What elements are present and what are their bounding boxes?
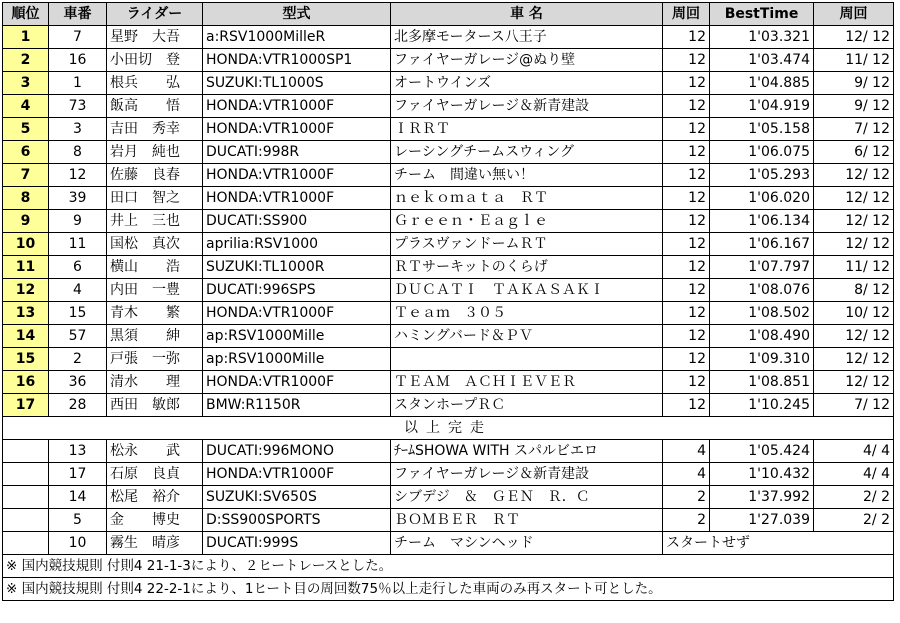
rider-cell: 佐藤 良春 — [107, 164, 203, 187]
model-cell: SUZUKI:TL1000S — [203, 72, 391, 95]
divider-row — [3, 417, 894, 440]
number-cell: 39 — [49, 187, 107, 210]
team-cell: プラスヴァンドームＲＴ — [391, 233, 663, 256]
model-cell: a:RSV1000MilleR — [203, 26, 391, 49]
model-cell: SUZUKI:SV650S — [203, 486, 391, 509]
rider-cell: 戸張 一弥 — [107, 348, 203, 371]
laps-cell: 12 — [663, 302, 710, 325]
number-cell: 57 — [49, 325, 107, 348]
lap-count-cell: 7/ 12 — [814, 394, 894, 417]
rider-cell: 井上 三也 — [107, 210, 203, 233]
laps-cell: 12 — [663, 371, 710, 394]
table-row — [3, 118, 894, 141]
team-cell: ＲＴサーキットのくらげ — [391, 256, 663, 279]
rider-cell: 吉田 秀幸 — [107, 118, 203, 141]
team-cell: ファイヤーガレージ＆新青建設 — [391, 463, 663, 486]
table-row-dns — [3, 532, 894, 555]
number-cell: 15 — [49, 302, 107, 325]
laps-cell: 2 — [663, 486, 710, 509]
position-cell: 11 — [3, 256, 49, 279]
header-position: 順位 — [3, 3, 49, 26]
number-cell: 36 — [49, 371, 107, 394]
laps-cell: 4 — [663, 463, 710, 486]
rider-cell: 田口 智之 — [107, 187, 203, 210]
model-cell: DUCATI:999S — [203, 532, 391, 555]
position-cell: 3 — [3, 72, 49, 95]
table-row — [3, 302, 894, 325]
position-cell: 13 — [3, 302, 49, 325]
number-cell: 12 — [49, 164, 107, 187]
table-row — [3, 233, 894, 256]
model-cell: HONDA:VTR1000F — [203, 95, 391, 118]
position-cell: 5 — [3, 118, 49, 141]
table-row — [3, 463, 894, 486]
team-cell: ﾁｰﾑSHOWA WITH スパルビエロ — [391, 440, 663, 463]
rider-cell: 国松 真次 — [107, 233, 203, 256]
model-cell: HONDA:VTR1000F — [203, 187, 391, 210]
lap-count-cell: 12/ 12 — [814, 164, 894, 187]
model-cell: HONDA:VTR1000F — [203, 118, 391, 141]
model-cell: HONDA:VTR1000F — [203, 302, 391, 325]
rider-cell: 松尾 裕介 — [107, 486, 203, 509]
rider-cell: 岩月 純也 — [107, 141, 203, 164]
rider-cell: 西田 敏郎 — [107, 394, 203, 417]
laps-cell: 12 — [663, 256, 710, 279]
team-cell: ｎｅｋｏｍａｔａ ＲＴ — [391, 187, 663, 210]
model-cell: aprilia:RSV1000 — [203, 233, 391, 256]
model-cell: DUCATI:996SPS — [203, 279, 391, 302]
lap-count-cell: 4/ 4 — [814, 440, 894, 463]
laps-cell: 12 — [663, 348, 710, 371]
best-time-cell: 1'37.992 — [710, 486, 814, 509]
lap-count-cell: 9/ 12 — [814, 95, 894, 118]
lap-count-cell: 6/ 12 — [814, 141, 894, 164]
best-time-cell: 1'04.919 — [710, 95, 814, 118]
number-cell: 6 — [49, 256, 107, 279]
rider-cell: 飯高 悟 — [107, 95, 203, 118]
position-cell: 17 — [3, 394, 49, 417]
laps-cell: 12 — [663, 394, 710, 417]
footnote: ※ 国内競技規則 付則4 22-2-1により、1ヒート目の周回数75％以上走行した車両のみ再スタート可とした。 — [3, 578, 894, 601]
rider-cell: 石原 良貞 — [107, 463, 203, 486]
position-cell — [3, 486, 49, 509]
number-cell: 17 — [49, 463, 107, 486]
footnote: ※ 国内競技規則 付則4 21-1-3により、２ヒートレースとした。 — [3, 555, 894, 578]
rider-cell: 松永 武 — [107, 440, 203, 463]
laps-cell: 12 — [663, 95, 710, 118]
best-time-cell: 1'06.167 — [710, 233, 814, 256]
best-time-cell: 1'09.310 — [710, 348, 814, 371]
best-time-cell: 1'10.432 — [710, 463, 814, 486]
best-time-cell: 1'05.158 — [710, 118, 814, 141]
lap-count-cell: 12/ 12 — [814, 26, 894, 49]
table-row — [3, 210, 894, 233]
rider-cell: 内田 一豊 — [107, 279, 203, 302]
lap-count-cell: 10/ 12 — [814, 302, 894, 325]
team-cell: シブデジ ＆ ＧＥＮ Ｒ．Ｃ — [391, 486, 663, 509]
position-cell: 6 — [3, 141, 49, 164]
model-cell: HONDA:VTR1000F — [203, 463, 391, 486]
number-cell: 3 — [49, 118, 107, 141]
model-cell: DUCATI:998R — [203, 141, 391, 164]
team-cell: Ｇｒｅｅｎ・Ｅａｇｌｅ — [391, 210, 663, 233]
number-cell: 13 — [49, 440, 107, 463]
team-cell: チーム 間違い無い！ — [391, 164, 663, 187]
lap-count-cell: 11/ 12 — [814, 256, 894, 279]
note-row — [3, 555, 894, 578]
model-cell: SUZUKI:TL1000R — [203, 256, 391, 279]
position-cell: 14 — [3, 325, 49, 348]
model-cell: HONDA:VTR1000SP1 — [203, 49, 391, 72]
table-row — [3, 256, 894, 279]
number-cell: 5 — [49, 509, 107, 532]
rider-cell: 清水 理 — [107, 371, 203, 394]
best-time-cell: 1'27.039 — [710, 509, 814, 532]
best-time-cell: 1'04.885 — [710, 72, 814, 95]
position-cell: 2 — [3, 49, 49, 72]
best-time-cell: 1'03.321 — [710, 26, 814, 49]
best-time-cell: 1'08.502 — [710, 302, 814, 325]
lap-count-cell: 12/ 12 — [814, 210, 894, 233]
header-rider: ライダー — [107, 3, 203, 26]
number-cell: 73 — [49, 95, 107, 118]
lap-count-cell: 12/ 12 — [814, 187, 894, 210]
results-table — [2, 2, 894, 601]
rider-cell: 金 博史 — [107, 509, 203, 532]
header-lap-count: 周回 — [814, 3, 894, 26]
laps-cell: 4 — [663, 440, 710, 463]
team-cell: ＢＯＭＢＥＲ ＲＴ — [391, 509, 663, 532]
team-cell: スタンホープＲＣ — [391, 394, 663, 417]
team-cell: ファイヤーガレージ＆新青建設 — [391, 95, 663, 118]
position-cell: 10 — [3, 233, 49, 256]
lap-count-cell: 9/ 12 — [814, 72, 894, 95]
best-time-cell: 1'06.020 — [710, 187, 814, 210]
team-cell: オートウインズ — [391, 72, 663, 95]
best-time-cell: 1'08.076 — [710, 279, 814, 302]
laps-cell: 12 — [663, 325, 710, 348]
laps-cell: 12 — [663, 72, 710, 95]
team-cell: ＤＵＣＡＴＩ ＴＡＫＡＳＡＫＩ — [391, 279, 663, 302]
number-cell: 9 — [49, 210, 107, 233]
table-row — [3, 164, 894, 187]
number-cell: 16 — [49, 49, 107, 72]
lap-count-cell: 8/ 12 — [814, 279, 894, 302]
laps-cell: 12 — [663, 118, 710, 141]
header-row — [3, 3, 894, 26]
table-row — [3, 509, 894, 532]
table-row — [3, 72, 894, 95]
rider-cell: 黒須 紳 — [107, 325, 203, 348]
laps-cell: 12 — [663, 26, 710, 49]
position-cell: 1 — [3, 26, 49, 49]
rider-cell: 青木 繁 — [107, 302, 203, 325]
best-time-cell: 1'05.293 — [710, 164, 814, 187]
finishers-divider: 以上完走 — [3, 417, 894, 440]
lap-count-cell: 12/ 12 — [814, 348, 894, 371]
rider-cell: 星野 大吾 — [107, 26, 203, 49]
best-time-cell: 1'03.474 — [710, 49, 814, 72]
position-cell — [3, 463, 49, 486]
position-cell — [3, 509, 49, 532]
model-cell: ap:RSV1000Mille — [203, 325, 391, 348]
best-time-cell: 1'06.075 — [710, 141, 814, 164]
model-cell: HONDA:VTR1000F — [203, 164, 391, 187]
header-model: 型式 — [203, 3, 391, 26]
laps-cell: 12 — [663, 279, 710, 302]
number-cell: 2 — [49, 348, 107, 371]
team-cell: ハミングバード＆ＰＶ — [391, 325, 663, 348]
team-cell: ＩＲＲＴ — [391, 118, 663, 141]
position-cell: 15 — [3, 348, 49, 371]
position-cell: 8 — [3, 187, 49, 210]
table-row — [3, 440, 894, 463]
number-cell: 14 — [49, 486, 107, 509]
laps-cell: 12 — [663, 164, 710, 187]
header-team: 車 名 — [391, 3, 663, 26]
model-cell: BMW:R1150R — [203, 394, 391, 417]
number-cell: 4 — [49, 279, 107, 302]
position-cell: 9 — [3, 210, 49, 233]
lap-count-cell: 12/ 12 — [814, 371, 894, 394]
table-row — [3, 394, 894, 417]
header-laps: 周回 — [663, 3, 710, 26]
number-cell: 7 — [49, 26, 107, 49]
best-time-cell: 1'06.134 — [710, 210, 814, 233]
lap-count-cell: 12/ 12 — [814, 233, 894, 256]
model-cell: DUCATI:996MONO — [203, 440, 391, 463]
best-time-cell: 1'08.851 — [710, 371, 814, 394]
position-cell: 7 — [3, 164, 49, 187]
table-row — [3, 49, 894, 72]
model-cell: DUCATI:SS900 — [203, 210, 391, 233]
laps-cell: 12 — [663, 210, 710, 233]
header-number: 車番 — [49, 3, 107, 26]
table-row — [3, 95, 894, 118]
lap-count-cell: 4/ 4 — [814, 463, 894, 486]
table-row — [3, 371, 894, 394]
best-time-cell: 1'07.797 — [710, 256, 814, 279]
laps-cell: 12 — [663, 233, 710, 256]
lap-count-cell: 12/ 12 — [814, 325, 894, 348]
position-cell: 12 — [3, 279, 49, 302]
best-time-cell: 1'10.245 — [710, 394, 814, 417]
dns-status-cell: スタートせず — [663, 532, 894, 555]
rider-cell: 横山 浩 — [107, 256, 203, 279]
table-row — [3, 325, 894, 348]
position-cell: 4 — [3, 95, 49, 118]
lap-count-cell: 7/ 12 — [814, 118, 894, 141]
note-row — [3, 578, 894, 601]
number-cell: 1 — [49, 72, 107, 95]
table-row — [3, 348, 894, 371]
laps-cell: 2 — [663, 509, 710, 532]
team-cell: Ｔｅａｍ ３０５ — [391, 302, 663, 325]
rider-cell: 根兵 弘 — [107, 72, 203, 95]
team-cell: 北多摩モータース八王子 — [391, 26, 663, 49]
model-cell: HONDA:VTR1000F — [203, 371, 391, 394]
laps-cell: 12 — [663, 141, 710, 164]
team-cell — [391, 348, 663, 371]
classified-rows — [3, 26, 894, 601]
lap-count-cell: 2/ 2 — [814, 509, 894, 532]
table-row — [3, 26, 894, 49]
laps-cell: 12 — [663, 187, 710, 210]
team-cell: ファイヤーガレージ@ぬり壁 — [391, 49, 663, 72]
position-cell — [3, 440, 49, 463]
model-cell: D:SS900SPORTS — [203, 509, 391, 532]
table-row — [3, 279, 894, 302]
header-best-time: BestTime — [710, 3, 814, 26]
team-cell: レーシングチームスウィング — [391, 141, 663, 164]
team-cell: チーム マシンヘッド — [391, 532, 663, 555]
table-row — [3, 141, 894, 164]
number-cell: 10 — [49, 532, 107, 555]
laps-cell: 12 — [663, 49, 710, 72]
rider-cell: 小田切 登 — [107, 49, 203, 72]
table-row — [3, 486, 894, 509]
model-cell: ap:RSV1000Mille — [203, 348, 391, 371]
number-cell: 8 — [49, 141, 107, 164]
number-cell: 28 — [49, 394, 107, 417]
position-cell — [3, 532, 49, 555]
team-cell: ＴＥＡＭ ＡＣＨＩＥＶＥＲ — [391, 371, 663, 394]
lap-count-cell: 2/ 2 — [814, 486, 894, 509]
rider-cell: 霧生 晴彦 — [107, 532, 203, 555]
number-cell: 11 — [49, 233, 107, 256]
best-time-cell: 1'08.490 — [710, 325, 814, 348]
position-cell: 16 — [3, 371, 49, 394]
lap-count-cell: 11/ 12 — [814, 49, 894, 72]
best-time-cell: 1'05.424 — [710, 440, 814, 463]
table-row — [3, 187, 894, 210]
